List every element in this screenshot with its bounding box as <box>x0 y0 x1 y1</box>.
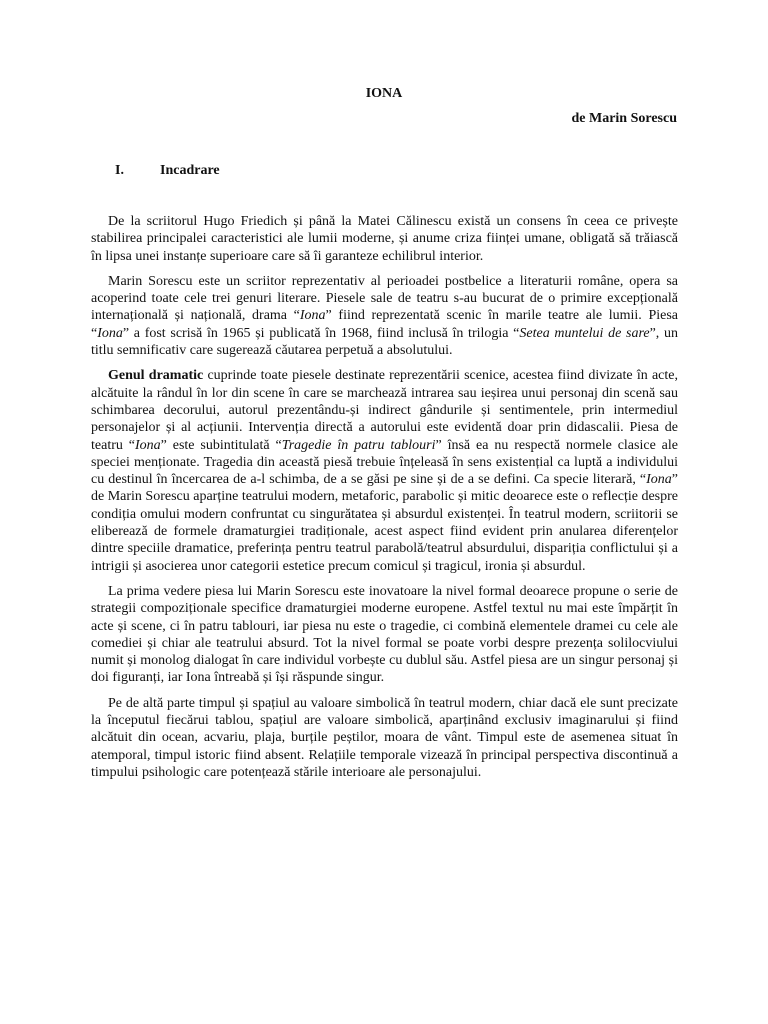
paragraph-3-text-d: ” de Marin Sorescu aparține teatrului modern, metaforic, parabolic și mitic deoarece este o reflecție despre condiția omului modern confruntat cu singurătatea și absurdul existenței. În teatrul modern, scriitorii se eliberează de formele dramaturgiei tradiționale, acest aspect fiind evident prin anularea diferențelor dintre speciile dramatice, preferința pentru teatrul parabolă/teatrul absurdului, dispariția conflictului și a intrigii și asocierea unor categorii estetice precum comicul și tragicul, ironia și absurdul. <box>91 472 678 574</box>
paragraph-3 <box>91 367 678 575</box>
document-title: IONA <box>365 86 403 101</box>
paragraph-5 <box>91 695 678 781</box>
paragraph-4-text: La prima vedere piesa lui Marin Sorescu este inovatoare la nivel formal deoarece propune o serie de strategii compoziționale specifice dramaturgiei moderne europene. Astfel textul nu mai este împărțit în acte și scene, ci în patru tablouri, iar piesa nu este o tragedie, ci combină elementele dramei cu cele ale comediei și chiar ale teatrului absurd. Tot la nivel formal se poate vorbi despre prezența solilocviului numit și monolog dialogat în care individul vorbește cu dublul său. Astfel piesa are un singur personaj și doi figuranți, iar Iona întreabă și își răspunde singur. <box>91 583 678 686</box>
section-number: I. <box>115 163 124 178</box>
paragraph-2-text-d: ”, un titlu semnificativ care sugerează căutarea perpetuă a absolutului. <box>91 325 678 359</box>
play-title-italic: Iona <box>97 325 123 341</box>
paragraph-2-text-c: ” a fost scrisă în 1965 și publicată în 1968, fiind inclusă în trilogia “ <box>122 325 520 341</box>
paragraph-2-text-b: ” fiind reprezentată scenic în marile teatre ale lumii. Piesa “ <box>91 308 678 341</box>
genre-term-bold: Genul dramatic <box>108 368 204 384</box>
paragraph-3-text-a: cuprinde toate piesele destinate reprezentării scenice, acestea fiind divizate în acte, alcătuite la rândul în lor din scene în care se marchează intrarea sau ieșirea unui personaj din scenă sau schimbarea decorului, autorul prezentându-și indirect gândurile și sentimentele, prin intermediul personajelor și al acțiunii. Intervenția directă a autorului este evidentă doar prin didascalii. Piesa de teatru “ <box>91 368 678 453</box>
paragraph-2-text-a: Marin Sorescu este un scriitor reprezentativ al perioadei postbelice a literaturii române, opera sa acoperind toate cele trei genuri literare. Piesele sale de teatru s-au bucurat de o primire excepțională internațională și națională, drama “ <box>91 273 678 324</box>
play-title-italic: Iona <box>646 472 672 488</box>
play-title-italic: Iona <box>134 437 161 453</box>
body-text <box>91 213 678 789</box>
section-title: Incadrare <box>160 163 220 178</box>
paragraph-1 <box>91 213 678 265</box>
subtitle-italic: Tragedie în patru tablouri <box>281 437 436 453</box>
trilogy-title-italic: Setea muntelui de sare <box>519 325 650 341</box>
paragraph-1-text: De la scriitorul Hugo Friedich și până la Matei Călinescu există un consens în ceea ce privește stabilirea principalei caracteristici ale lumii moderne, și anume criza ființei umane, obligată să trăiască în lipsa unei instanțe superioare care să îi garanteze echilibrul interior. <box>91 214 678 264</box>
section-heading <box>115 162 220 180</box>
paragraph-2 <box>91 273 678 359</box>
author-line: de Marin Sorescu <box>571 111 677 126</box>
paragraph-4 <box>91 583 678 687</box>
paragraph-3-text-b: ” este subintitulată “ <box>160 437 282 453</box>
paragraph-3-text-c: ” însă ea nu respectă normele clasice ale speciei menționate. Tragedia din această piesă trebuie înțeleasă în sens existențial ca luptă a individului cu destinul în încercarea de a-l schimba, de a se găsi pe sine și de a se defini. Ca specie literară, “ <box>91 437 678 488</box>
paragraph-5-text: Pe de altă parte timpul și spațiul au valoare simbolică în teatrul modern, chiar dacă ele sunt precizate la începutul fiecărui tablou, spațiul are valoare simbolică, aparținând exclusiv imaginarului și fiind alcătuit din ocean, acvariu, plaja, burțile peștilor, moara de vânt. Timpul este de asemenea situat în atemporal, timpul istoric fiind absent. Relațiile temporale vizează în principal perspectiva discontinuă a timpului psihologic care potențează stările interioare ale personajului. <box>91 695 678 780</box>
play-title-italic: Iona <box>299 308 326 324</box>
